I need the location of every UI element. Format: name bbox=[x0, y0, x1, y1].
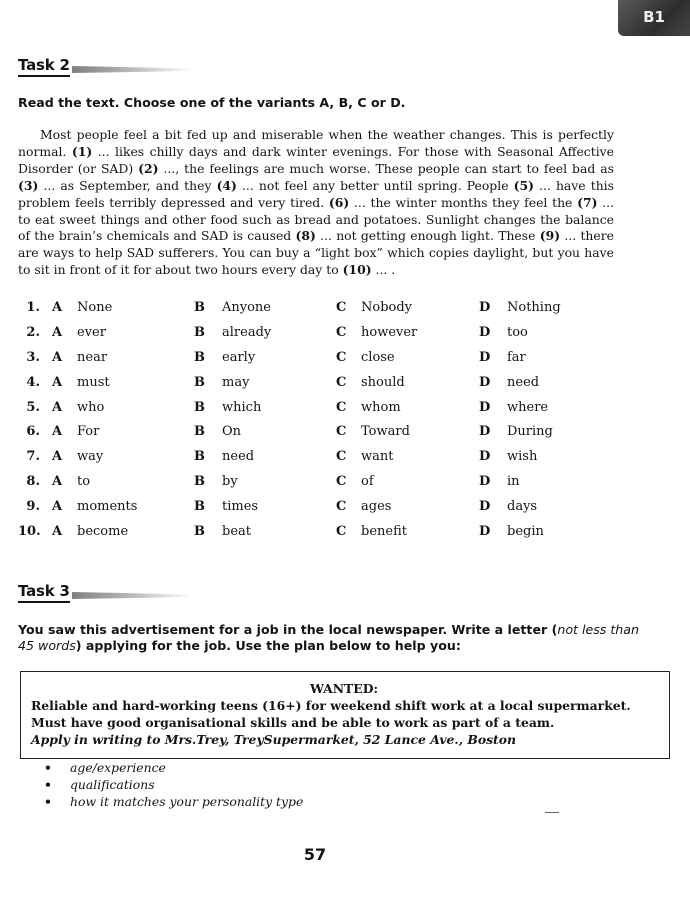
option-d-word: in bbox=[507, 474, 520, 490]
option-b-word: may bbox=[222, 374, 250, 390]
option-a-word: way bbox=[77, 449, 104, 465]
question-number: 9. bbox=[26, 499, 40, 515]
option-c-word: should bbox=[361, 374, 405, 390]
option-b-word: times bbox=[222, 499, 259, 515]
task-3-instruction-text: You saw this advertisement for a job in the local newspaper. Write a letter ( bbox=[18, 622, 558, 637]
ad-line-requirements: Reliable and hard-working teens (16+) for weekend shift work at a local supermarket. bbox=[31, 698, 631, 713]
option-a-word: For bbox=[77, 424, 100, 440]
option-letter-a: A bbox=[52, 300, 63, 315]
option-d-word: Nothing bbox=[507, 300, 561, 315]
plan-item-text: qualifications bbox=[70, 777, 155, 792]
option-letter-b: B bbox=[194, 374, 205, 390]
option-letter-b: B bbox=[194, 474, 205, 490]
option-c-word: want bbox=[361, 449, 394, 465]
gap-number: (3) bbox=[18, 177, 39, 193]
gap-number: (10) bbox=[342, 262, 372, 278]
option-letter-d: D bbox=[479, 374, 491, 390]
bullet-icon: • bbox=[44, 777, 52, 792]
option-letter-c: C bbox=[336, 374, 347, 390]
gap-number: (7) bbox=[577, 194, 598, 210]
plan-item bbox=[44, 793, 303, 810]
option-d-word: begin bbox=[507, 524, 544, 540]
option-a-word: must bbox=[77, 374, 110, 390]
option-a-word: ever bbox=[77, 324, 106, 340]
task-2-label: Task 2 bbox=[18, 56, 70, 77]
option-a-word: near bbox=[77, 349, 108, 365]
plan-item bbox=[44, 759, 303, 776]
task-3-label: Task 3 bbox=[18, 582, 70, 603]
option-a-word: become bbox=[77, 524, 129, 540]
option-d-word: where bbox=[507, 399, 549, 415]
option-d-word: need bbox=[507, 374, 540, 390]
bullet-icon: • bbox=[44, 760, 52, 775]
option-c-word: however bbox=[361, 324, 418, 340]
option-b-word: Anyone bbox=[222, 300, 271, 315]
option-letter-c: C bbox=[336, 349, 347, 365]
option-row bbox=[18, 523, 638, 548]
option-c-word: close bbox=[361, 349, 395, 365]
question-number: 4. bbox=[26, 374, 40, 390]
option-letter-d: D bbox=[479, 524, 491, 540]
passage-text: ... likes chilly days and dark winter evenings. For those with Seasonal Affective Disorder (or SAD) bbox=[18, 143, 614, 176]
passage-text: ... . bbox=[371, 262, 396, 278]
option-letter-d: D bbox=[479, 399, 491, 415]
gap-number: (5) bbox=[513, 177, 534, 193]
option-letter-d: D bbox=[479, 499, 491, 515]
option-row bbox=[18, 498, 638, 523]
option-letter-b: B bbox=[194, 424, 205, 440]
plan-item-text: how it matches your personality type bbox=[70, 794, 304, 809]
task-3-heading bbox=[18, 582, 192, 603]
option-row bbox=[18, 448, 638, 473]
passage-text: Most people feel a bit fed up and miserable when the weather changes. This is perfectly normal. bbox=[18, 127, 614, 159]
option-letter-c: C bbox=[336, 300, 347, 315]
question-number: 2. bbox=[26, 324, 40, 340]
option-a-word: who bbox=[77, 399, 105, 415]
option-c-word: Toward bbox=[361, 424, 410, 440]
option-a-word: moments bbox=[77, 499, 138, 515]
option-letter-c: C bbox=[336, 524, 347, 540]
job-advertisement bbox=[20, 671, 670, 759]
option-d-word: During bbox=[507, 424, 553, 440]
ad-line-skills: Must have good organisational skills and be able to work as part of a team. bbox=[31, 715, 555, 730]
reading-passage bbox=[18, 127, 614, 279]
answer-options-table bbox=[18, 299, 638, 548]
option-letter-c: C bbox=[336, 474, 347, 490]
option-b-word: by bbox=[222, 474, 238, 490]
passage-text: ..., the feelings are much worse. These people can start to feel bad as bbox=[158, 160, 614, 176]
passage-text: ... not getting enough light. These bbox=[315, 228, 540, 244]
option-letter-b: B bbox=[194, 449, 205, 465]
ad-title: WANTED: bbox=[309, 681, 379, 696]
option-d-word: days bbox=[507, 499, 538, 515]
plan-item-text: age/experience bbox=[70, 760, 166, 775]
gap-number: (9) bbox=[539, 228, 561, 244]
option-b-word: beat bbox=[222, 524, 251, 540]
question-number: 1. bbox=[26, 300, 40, 315]
question-number: 10. bbox=[18, 524, 41, 540]
option-letter-d: D bbox=[479, 349, 491, 365]
passage-text: ... there are ways to help SAD sufferers. You can buy a “light box” which copies daylight, but you have to sit in front of it for about two hours every day to bbox=[18, 228, 614, 278]
option-letter-c: C bbox=[336, 324, 347, 340]
option-a-word: to bbox=[77, 474, 91, 490]
question-number: 3. bbox=[26, 349, 40, 365]
option-c-word: Nobody bbox=[361, 300, 413, 315]
passage-text: ... to eat sweet things and other food such as bread and potatoes. Sunlight changes the balance of the brain’s chemicals and SAD is caused bbox=[18, 194, 614, 244]
heading-smudge-decoration bbox=[72, 63, 192, 73]
bullet-icon: • bbox=[44, 794, 52, 809]
option-c-word: benefit bbox=[361, 524, 407, 540]
heading-smudge-decoration bbox=[72, 589, 192, 599]
option-a-word: None bbox=[77, 300, 113, 315]
option-d-word: far bbox=[507, 349, 526, 365]
option-b-word: early bbox=[222, 349, 256, 365]
option-c-word: whom bbox=[361, 399, 401, 415]
option-letter-a: A bbox=[52, 349, 63, 365]
option-letter-b: B bbox=[194, 324, 205, 340]
passage-text: ... as September, and they bbox=[38, 177, 217, 193]
option-letter-b: B bbox=[194, 349, 205, 365]
option-letter-a: A bbox=[52, 449, 63, 465]
plan-item bbox=[44, 776, 303, 793]
option-d-word: too bbox=[507, 324, 528, 340]
option-b-word: which bbox=[222, 399, 262, 415]
option-row bbox=[18, 349, 638, 374]
option-c-word: ages bbox=[361, 499, 392, 515]
option-letter-c: C bbox=[336, 499, 347, 515]
option-letter-d: D bbox=[479, 324, 491, 340]
passage-text: ... have this problem feels terribly depressed and very tired. bbox=[18, 177, 614, 210]
option-letter-c: C bbox=[336, 424, 347, 440]
option-letter-a: A bbox=[52, 324, 63, 340]
option-letter-d: D bbox=[479, 474, 491, 490]
option-letter-b: B bbox=[194, 499, 205, 515]
task-3-instruction bbox=[18, 622, 648, 654]
option-b-word: already bbox=[222, 324, 272, 340]
question-number: 7. bbox=[26, 449, 40, 465]
section-badge: B1 bbox=[618, 0, 690, 36]
option-letter-c: C bbox=[336, 399, 347, 415]
option-letter-d: D bbox=[479, 424, 491, 440]
option-letter-a: A bbox=[52, 399, 63, 415]
option-letter-d: D bbox=[479, 300, 491, 315]
option-letter-a: A bbox=[52, 374, 63, 390]
task-3-instruction-text-end: ) applying for the job. Use the plan below to help you: bbox=[75, 638, 461, 653]
option-c-word: of bbox=[361, 474, 374, 490]
option-row bbox=[18, 374, 638, 399]
option-b-word: need bbox=[222, 449, 255, 465]
option-row bbox=[18, 324, 638, 349]
gap-number: (8) bbox=[295, 228, 316, 244]
option-letter-b: B bbox=[194, 300, 205, 315]
passage-text: ... not feel any better until spring. People bbox=[236, 177, 514, 193]
question-number: 8. bbox=[26, 474, 40, 490]
ad-line-apply: Apply in writing to Mrs.Trey, TreySupermarket, 52 Lance Ave., Boston bbox=[31, 732, 517, 747]
option-letter-d: D bbox=[479, 449, 491, 465]
task-2-instruction: Read the text. Choose one of the variants A, B, C or D. bbox=[18, 95, 406, 110]
option-d-word: wish bbox=[507, 449, 538, 465]
question-number: 6. bbox=[26, 424, 40, 440]
option-row bbox=[18, 299, 638, 324]
option-letter-a: A bbox=[52, 499, 63, 515]
gap-number: (1) bbox=[71, 143, 93, 159]
passage-text: ... the winter months they feel the bbox=[349, 194, 578, 210]
task-2-heading bbox=[18, 56, 192, 77]
option-row bbox=[18, 423, 638, 448]
option-letter-a: A bbox=[52, 424, 63, 440]
gap-number: (2) bbox=[138, 160, 159, 176]
option-letter-a: A bbox=[52, 524, 63, 540]
option-b-word: On bbox=[222, 424, 242, 440]
gap-number: (6) bbox=[328, 194, 350, 210]
option-letter-a: A bbox=[52, 474, 63, 490]
page-number: 57 bbox=[303, 845, 327, 864]
option-row bbox=[18, 473, 638, 498]
option-row bbox=[18, 399, 638, 424]
option-letter-b: B bbox=[194, 524, 205, 540]
gap-number: (4) bbox=[216, 177, 237, 193]
option-letter-c: C bbox=[336, 449, 347, 465]
question-number: 5. bbox=[26, 399, 40, 415]
task-3-instruction-emphasis: not less than 45 words bbox=[18, 622, 639, 653]
option-letter-b: B bbox=[194, 399, 205, 415]
letter-plan-list bbox=[44, 759, 303, 810]
stray-pen-mark bbox=[545, 812, 559, 813]
